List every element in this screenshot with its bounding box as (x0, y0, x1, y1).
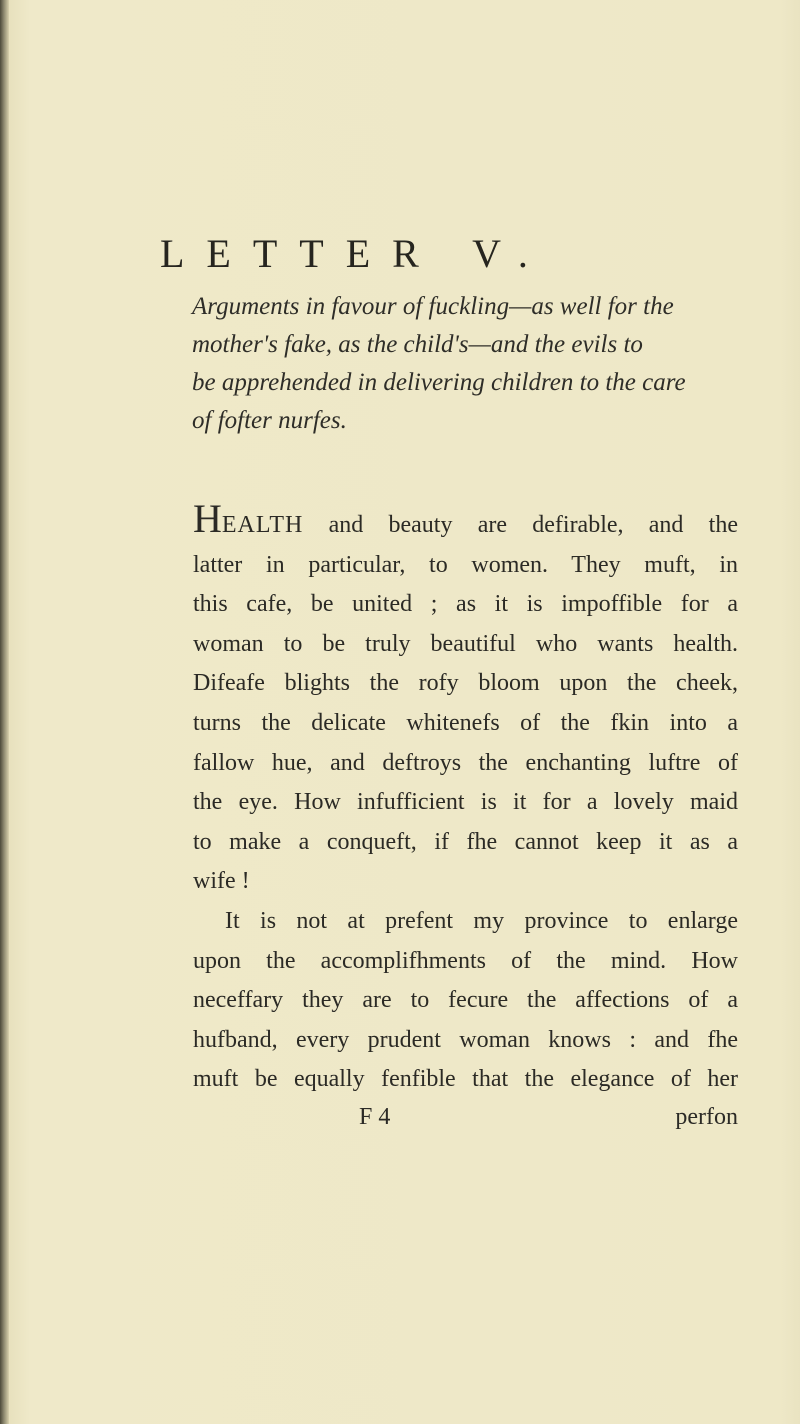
paragraph-line: muft be equally fenfible that the elegance of her (193, 1066, 738, 1093)
paragraph-line: this cafe, be united ; as it is impoffible for a (193, 591, 738, 618)
summary-line: of fofter nurfes. (192, 407, 347, 434)
paragraph-line: upon the accomplifhments of the mind. How (193, 947, 738, 974)
paragraph-line: fallow hue, and deftroys the enchanting luftre of (193, 749, 738, 776)
page-gutter (0, 0, 9, 1424)
line-tail: and beauty are defirable, and the (303, 512, 738, 538)
letter-heading: LETTER V. (160, 231, 550, 276)
paragraph-line: turns the delicate whitenefs of the fkin into a (193, 709, 738, 736)
paragraph-2 (193, 902, 738, 1100)
paragraph-1 (193, 496, 738, 902)
paragraph-line: Difeafe blights the rofy bloom upon the cheek, (193, 670, 738, 697)
summary-line: mother's fake, as the child's—and the evils to (192, 331, 643, 358)
paragraph-line: wife ! (193, 868, 250, 895)
paragraph-line: neceffary they are to fecure the affections of a (193, 987, 738, 1014)
summary-line: be apprehended in delivering children to the care (192, 369, 686, 396)
catchword: perfon (675, 1104, 738, 1130)
paragraph-line (193, 496, 738, 546)
paragraph-line: woman to be truly beautiful who wants health. (193, 630, 738, 657)
signature-mark: F 4 (359, 1104, 391, 1130)
paragraph-line: the eye. How infufficient is it for a lovely maid (193, 789, 738, 816)
chapter-summary (192, 288, 752, 440)
paragraph-line: latter in particular, to women. They muft, in (193, 551, 738, 578)
summary-line: Arguments in favour of fuckling—as well for the (192, 293, 674, 320)
page-footer (193, 1104, 738, 1144)
paragraph-line: to make a conqueft, if fhe cannot keep it as a (193, 828, 738, 855)
drop-capital: H (193, 496, 222, 541)
paragraph-line: It is not at prefent my province to enlarge (225, 908, 738, 934)
paragraph-line: hufband, every prudent woman knows : and fhe (193, 1026, 738, 1053)
small-caps-word: EALTH (221, 512, 304, 538)
